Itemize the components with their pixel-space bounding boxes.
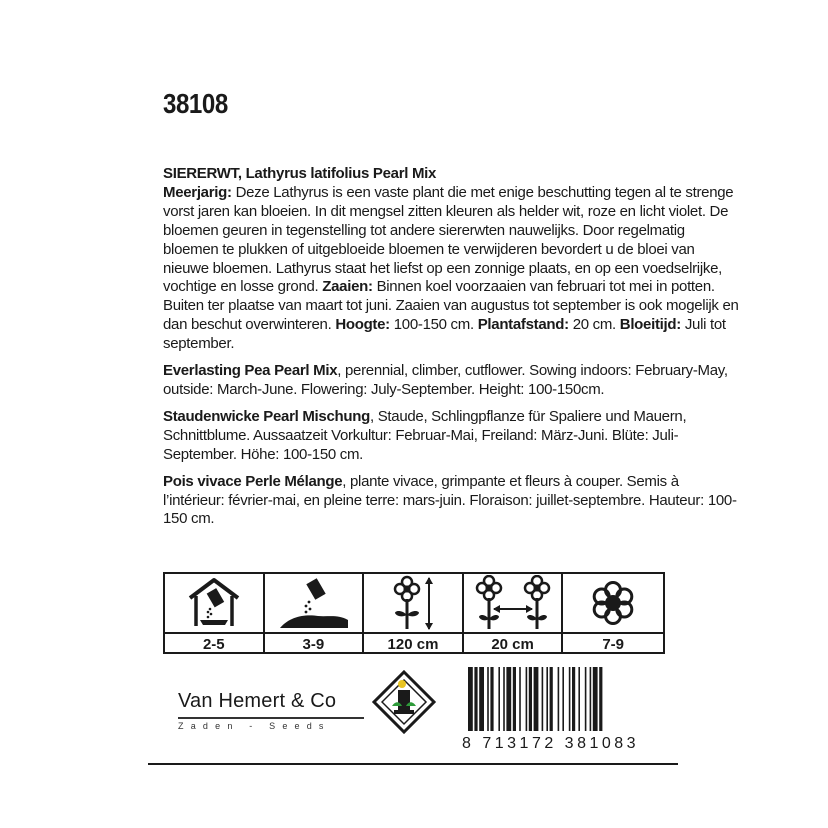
barcode-bar [519, 667, 521, 731]
barcode-bar [578, 667, 580, 731]
barcode-bar [546, 667, 548, 731]
barcode-icon [466, 667, 662, 733]
french-description [163, 473, 740, 530]
barcode-bar [593, 667, 598, 731]
barcode-bar [468, 667, 473, 731]
flowering-value: 7-9 [602, 635, 625, 653]
flowering-text: Juli tot september. [163, 316, 726, 353]
outdoor-sowing-value: 3-9 [265, 634, 365, 654]
barcode-bar [487, 667, 489, 731]
barcode-bar [558, 667, 560, 731]
barcode-bar [562, 667, 564, 731]
logo-divider [178, 717, 364, 719]
barcode-bar [490, 667, 493, 731]
barcode-bar [585, 667, 587, 731]
outdoor-sowing-icon [265, 574, 365, 634]
height-label: Hoogte: [335, 316, 390, 334]
perennial-text: Deze Lathyrus is een vaste plant die met enige beschutting tegen al te strenge vorst jaren kan bloeien. In dit mengsel zitten kleuren als helder wit, roze en licht violet. De bloemen geuren in tegenstelling tot andere siererwten nauwelijks. Door regelmatig bloemen te plukken of uitgebloeide bloemen te verwijderen bevordert u de bloei van nieuwe bloemen. Lathyrus staat het liefst op een zonnige plaats, en op een voedselrijke, vochtige en losse grond. [163, 183, 734, 296]
barcode-bar [498, 667, 500, 731]
barcode-bar [479, 667, 484, 731]
barcode-bar [599, 667, 602, 731]
indoor-sowing-value: 2-5 [165, 634, 265, 654]
spacing-text: 20 cm. [568, 316, 620, 334]
flowering-icon [563, 574, 663, 634]
german-description [163, 408, 740, 465]
barcode-bar [542, 667, 544, 731]
dutch-description [163, 165, 740, 354]
plant-height-icon [364, 574, 464, 634]
barcode-bar [590, 667, 592, 731]
plant-height-value: 120 cm [364, 634, 464, 654]
english-description [163, 362, 740, 400]
company-logo [178, 690, 364, 731]
product-code: 38108 [163, 88, 228, 119]
barcode-bar [550, 667, 553, 731]
barcode-bar [526, 667, 528, 731]
company-name: Van Hemert & Co [178, 690, 337, 712]
barcode-bar [534, 667, 539, 731]
sowing-text: Binnen koel voorzaaien van februari tot mei in potten. Buiten ter plaatse van maart tot juni. Zaaien van augustus tot september is ook mogelijk en dan beschut overwinteren. [163, 278, 739, 334]
barcode-bar [569, 667, 571, 731]
dutch-title: SIERERWT, Lathyrus latifolius Pearl Mix [163, 165, 437, 182]
certification-badge-icon [372, 670, 436, 739]
bottom-divider [148, 763, 678, 765]
french-title: Pois vivace Perle Mélange [163, 472, 343, 490]
height-text: 100-150 cm. [389, 316, 478, 334]
plant-spacing-value: 20 cm [464, 634, 564, 654]
german-title: Staudenwicke Pearl Mischung [163, 407, 370, 425]
plant-spacing-icon [464, 574, 564, 634]
german-text: , Staude, Schlingpflanze für Spaliere und Mauern, Schnittblume. Aussaatzeit Vorkultur: Februar-Mai, Freiland: März-Juni. Blüte: Juli-September. Höhe: 100-150 cm. [163, 407, 687, 463]
spacing-label: Plantafstand: [477, 316, 569, 334]
english-text: , perennial, climber, cutflower. Sowing indoors: February-May, outside: March-June. Flowering: July-September. Height: 100-150cm. [163, 362, 728, 398]
barcode-number: 8 713172 381083 [462, 735, 640, 752]
sowing-label: Zaaien: [322, 278, 373, 296]
barcode-bar [474, 667, 477, 731]
barcode-bar [572, 667, 575, 731]
flowering-label: Bloeitijd: [619, 316, 681, 334]
product-description [163, 165, 740, 537]
barcode-bar [506, 667, 511, 731]
barcode-bar [529, 667, 532, 731]
barcode-bar [503, 667, 505, 731]
french-text: , plante vivace, grimpante et fleurs à couper. Semis à l’intérieur: février-mai, en pleine terre: mars-juin. Floraison: juillet-septembre. Hauteur: 100-150 cm. [163, 472, 737, 528]
barcode-bar [513, 667, 516, 731]
company-tagline: Zaden - Seeds [178, 721, 331, 731]
indoor-sowing-icon [165, 574, 265, 634]
perennial-label: Meerjarig: [163, 183, 232, 201]
sowing-info-table [163, 572, 665, 654]
english-title: Everlasting Pea Pearl Mix [163, 362, 338, 380]
